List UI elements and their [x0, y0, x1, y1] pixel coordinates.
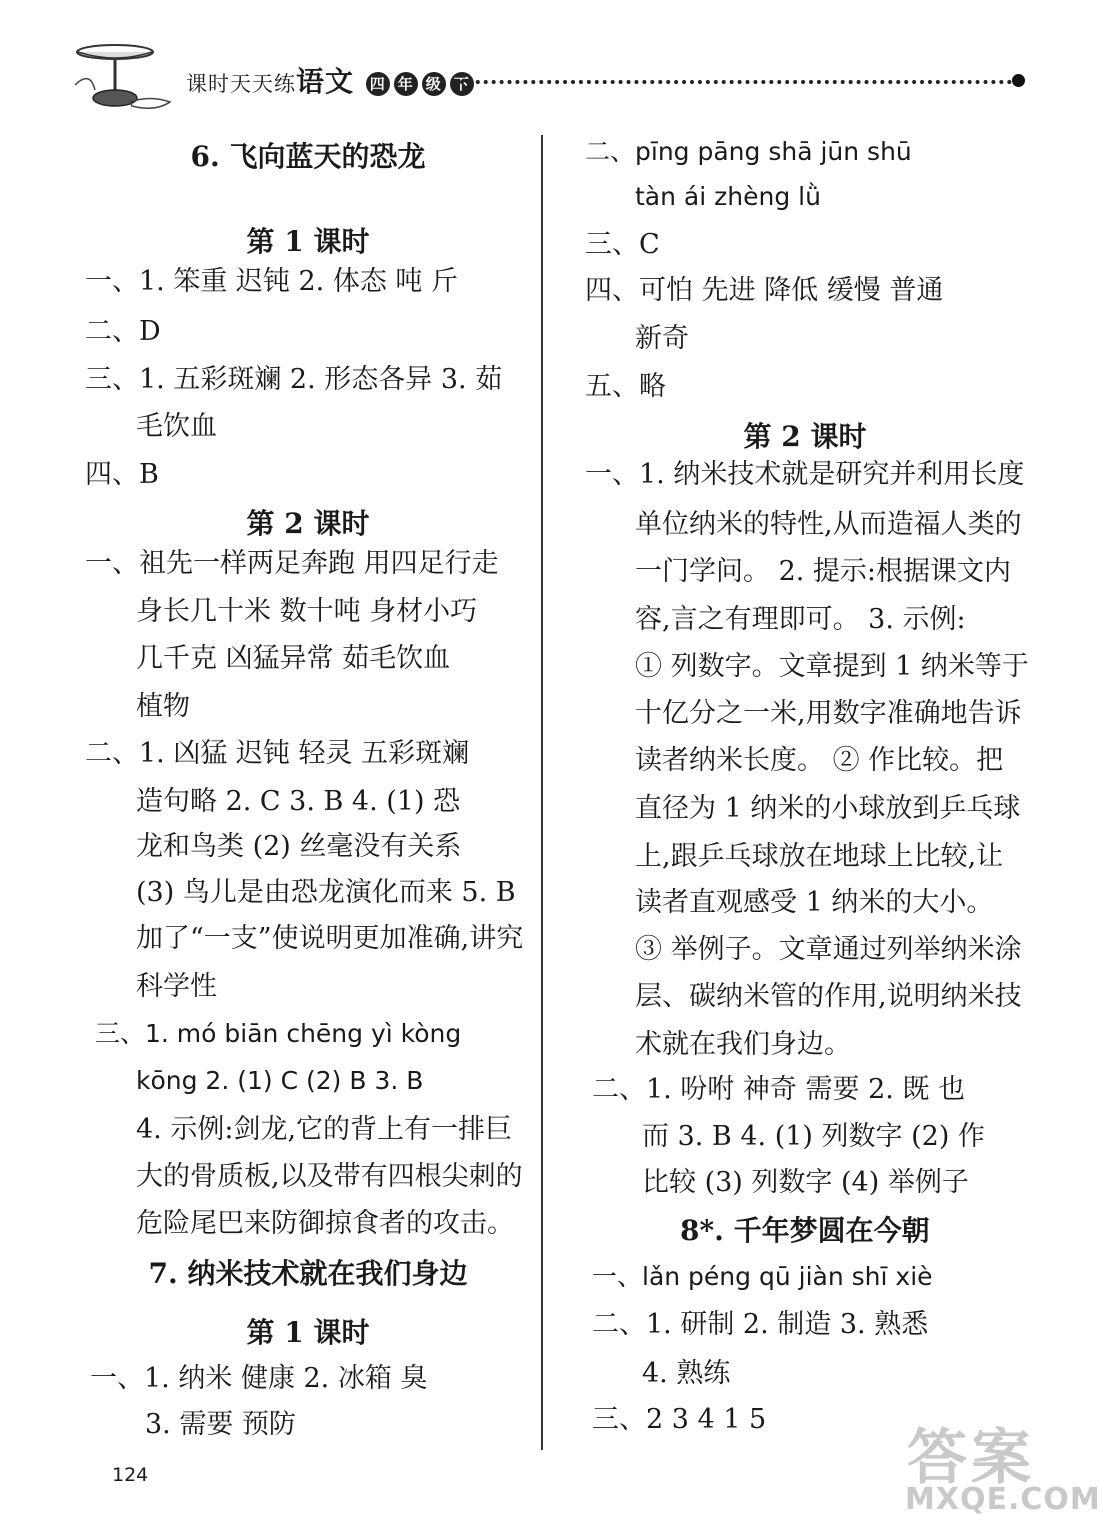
- grade-badge: 级: [422, 72, 446, 96]
- answer-line: 而 3. B 4. (1) 列数字 (2) 作: [642, 1121, 985, 1152]
- answer-line: 危险尾巴来防御掠食者的攻击。: [136, 1208, 514, 1239]
- answer-line: 比较 (3) 列数字 (4) 举例子: [642, 1167, 969, 1198]
- section-heading: 第 2 课时: [743, 420, 867, 453]
- answer-line: 三、1. 五彩斑斓 2. 形态各异 3. 茹: [85, 364, 503, 395]
- answer-line: 四、可怕 先进 降低 缓慢 普通: [585, 275, 944, 306]
- answer-line: 一门学问。 2. 提示:根据课文内: [635, 556, 1012, 587]
- answer-line: ① 列数字。文章提到 1 纳米等于: [635, 651, 1029, 682]
- grade-badge: 四: [366, 72, 390, 96]
- book-series-title: [186, 60, 474, 100]
- answer-line: 读者纳米长度。 ② 作比较。把: [635, 745, 1004, 776]
- header-rule-end-dot: [1012, 74, 1025, 87]
- series-name: 课时天天练: [186, 72, 296, 96]
- answer-line: 直径为 1 纳米的小球放到乒乓球: [635, 793, 1021, 824]
- section-heading: 第 2 课时: [246, 507, 370, 540]
- section-heading: 8*. 千年梦圆在今朝: [680, 1214, 930, 1247]
- answer-line: 上,跟乒乓球放在地球上比较,让: [635, 841, 1004, 872]
- watermark-url: MXQE.COM: [905, 1482, 1101, 1517]
- answer-line: 二、pīng pāng shā jūn shū: [585, 137, 912, 166]
- answer-line: 二、1. 吩咐 神奇 需要 2. 既 也: [592, 1074, 966, 1105]
- answer-line: 四、B: [85, 459, 159, 490]
- answer-line: 三、C: [585, 229, 660, 260]
- answer-line: 新奇: [635, 323, 689, 354]
- answer-line: 读者直观感受 1 纳米的大小。: [635, 887, 994, 918]
- answer-line: 一、祖先一样两足奔跑 用四足行走: [85, 548, 499, 579]
- answer-line: 4. 示例:剑龙,它的背上有一排巨: [136, 1114, 513, 1145]
- answer-line: 二、D: [85, 316, 161, 347]
- answer-line: 层、碳纳米管的作用,说明纳米技: [635, 981, 1022, 1012]
- answer-line: 二、1. 研制 2. 制造 3. 熟悉: [592, 1309, 929, 1340]
- answer-line: 3. 需要 预防: [145, 1409, 296, 1440]
- answer-line: 加了“一支”使说明更加准确,讲究: [136, 923, 524, 954]
- answer-line: 术就在我们身边。: [635, 1029, 851, 1060]
- section-heading: 第 1 课时: [246, 225, 370, 258]
- watermark: [885, 1410, 1101, 1528]
- answer-line: 容,言之有理即可。 3. 示例:: [635, 604, 966, 635]
- section-heading: 7. 纳米技术就在我们身边: [148, 1257, 468, 1290]
- answer-line: tàn ái zhèng lǜ: [635, 182, 821, 211]
- answer-line: 一、lǎn péng qū jiàn shī xiè: [592, 1262, 933, 1291]
- page-number: 124: [112, 1464, 149, 1486]
- subject-name: 语文: [296, 65, 355, 98]
- answer-line: 4. 熟练: [642, 1358, 731, 1389]
- answer-line: 几千克 凶猛异常 茹毛饮血: [136, 643, 451, 674]
- watermark-text: 答案: [907, 1423, 1035, 1493]
- answer-line: 十亿分之一米,用数字准确地告诉: [635, 698, 1022, 729]
- answer-line: 三、2 3 4 1 5: [592, 1404, 767, 1435]
- answer-line: 身长几十米 数十吨 身材小巧: [136, 596, 478, 627]
- answer-line: 大的骨质板,以及带有四根尖刺的: [136, 1161, 523, 1192]
- answer-line: 二、1. 凶猛 迟钝 轻灵 五彩斑斓: [85, 738, 470, 769]
- section-heading: 第 1 课时: [246, 1316, 370, 1349]
- column-divider: [541, 135, 543, 1450]
- answer-line: kōng 2. (1) C (2) B 3. B: [136, 1066, 424, 1095]
- answer-line: 三、1. mó biān chēng yì kòng: [95, 1019, 462, 1048]
- answer-line: 一、1. 笨重 迟钝 2. 体态 吨 斤: [85, 266, 459, 297]
- answer-line: 毛饮血: [136, 411, 217, 442]
- page-header: [0, 0, 1077, 120]
- lamp-logo-icon: [70, 40, 180, 115]
- answer-line: 单位纳米的特性,从而造福人类的: [635, 509, 1022, 540]
- grade-badge: 年: [394, 72, 418, 96]
- answer-line: 造句略 2. C 3. B 4. (1) 恐: [136, 786, 461, 817]
- answer-line: 五、略: [585, 371, 666, 402]
- section-heading: 6. 飞向蓝天的恐龙: [190, 140, 426, 173]
- answer-line: 植物: [136, 691, 190, 722]
- header-dotted-rule: [452, 80, 1012, 84]
- answer-line: (3) 鸟儿是由恐龙演化而来 5. B: [136, 877, 516, 908]
- answer-line: 龙和鸟类 (2) 丝毫没有关系: [136, 831, 462, 862]
- answer-line: 科学性: [136, 971, 217, 1002]
- grade-badge: 下: [450, 72, 474, 96]
- answer-line: 一、1. 纳米技术就是研究并利用长度: [585, 459, 1025, 490]
- answer-line: 一、1. 纳米 健康 2. 冰箱 臭: [90, 1363, 428, 1394]
- answer-line: ③ 举例子。文章通过列举纳米涂: [635, 934, 1022, 965]
